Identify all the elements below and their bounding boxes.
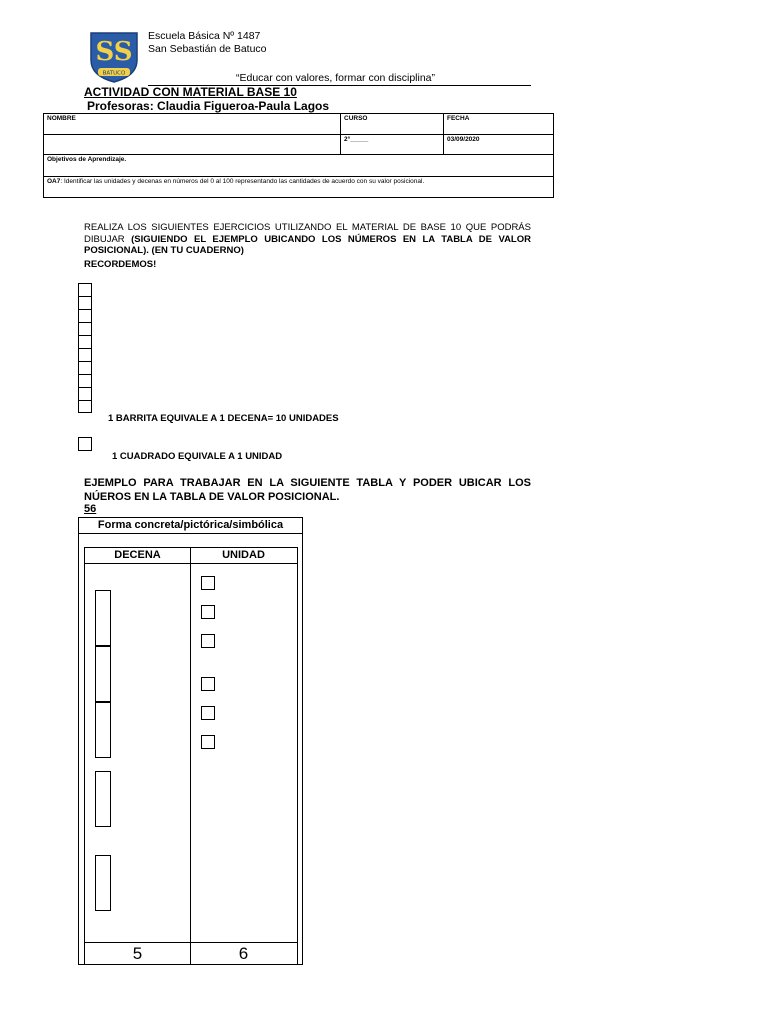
teachers-line: Profesoras: Claudia Figueroa-Paula Lagos [87, 99, 330, 113]
unit-square-label: 1 CUADRADO EQUIVALE A 1 UNIDAD [112, 451, 283, 462]
instructions-bold: (SIGUIENDO EL EJEMPLO UBICANDO LOS NÚMEROS EN LA TABLA DE VALOR POSICIONAL). (EN TU CUADERNO) [84, 233, 531, 256]
ten-bar-segment [79, 310, 91, 323]
nombre-field[interactable] [44, 135, 341, 155]
instructions-text [84, 222, 531, 257]
example-text: EJEMPLO PARA TRABAJAR EN LA SIGUIENTE TABLA Y PODER UBICAR LOS NÚEROS EN LA TABLA DE VALOR POSICIONAL. [84, 477, 531, 503]
unit-cube [201, 677, 215, 691]
decena-header: DECENA [85, 548, 190, 564]
unidad-total: 6 [238, 944, 249, 963]
place-value-table [84, 547, 298, 965]
svg-text:SS: SS [95, 37, 133, 67]
fecha-value: 03/09/2020 [444, 135, 554, 155]
unit-square-illustration [78, 437, 92, 451]
decena-total: 5 [132, 944, 143, 963]
ten-bar-segment [79, 362, 91, 375]
ten-stick [95, 855, 111, 911]
fecha-label: FECHA [444, 114, 554, 135]
unit-cube [201, 634, 215, 648]
ten-bar-segment [79, 284, 91, 297]
example-number: 56 [84, 503, 97, 515]
ten-bar-segment [79, 375, 91, 388]
ten-bar-label: 1 BARRITA EQUIVALE A 1 DECENA= 10 UNIDADES [108, 413, 339, 424]
school-motto: “Educar con valores, formar con disciplina” [236, 72, 435, 84]
activity-title: ACTIVIDAD CON MATERIAL BASE 10 [84, 85, 297, 99]
ten-bar-segment [79, 336, 91, 349]
ten-bar-segment [79, 388, 91, 401]
unit-cube [201, 706, 215, 720]
curso-field[interactable]: 2°_____ [341, 135, 444, 155]
school-info [148, 30, 267, 56]
ten-stick [95, 771, 111, 827]
school-location: San Sebastián de Batuco [148, 43, 267, 55]
oa-text: : Identificar las unidades y decenas en números del 0 al 100 representando las cantidades de acuerdo con su valor posicional. [60, 178, 425, 185]
school-logo [88, 30, 140, 84]
curso-label: CURSO [341, 114, 444, 135]
objetivos-label: Objetivos de Aprendizaje. [44, 155, 554, 177]
column-divider [190, 548, 191, 965]
unidad-header: UNIDAD [190, 548, 297, 564]
place-value-frame [78, 517, 303, 965]
oa-description [44, 177, 554, 198]
ten-bar-segment [79, 401, 91, 414]
remember-heading: RECORDEMOS! [84, 259, 157, 270]
ten-bar-segment [79, 349, 91, 362]
ten-stick [95, 646, 111, 702]
ten-stick [95, 590, 111, 646]
nombre-label: NOMBRE [44, 114, 341, 135]
unit-cube [201, 605, 215, 619]
frame-title: Forma concreta/pictórica/simbólica [79, 518, 302, 534]
school-name: Escuela Básica Nº 1487 [148, 30, 261, 42]
instructions-normal: REALIZA LOS SIGUIENTES EJERCICIOS UTILIZANDO EL MATERIAL DE BASE 10 QUE PODRÁS DIBUJAR [84, 222, 531, 245]
ten-stick [95, 702, 111, 758]
ten-bar-segment [79, 297, 91, 310]
totals-divider [85, 942, 297, 943]
unit-cube [201, 735, 215, 749]
student-info-table [43, 113, 554, 198]
svg-text:BATUCO: BATUCO [102, 70, 126, 77]
unit-cube [201, 576, 215, 590]
ten-bar-segment [79, 323, 91, 336]
oa-code: OA7 [47, 178, 61, 185]
ten-bar-illustration [78, 283, 92, 413]
